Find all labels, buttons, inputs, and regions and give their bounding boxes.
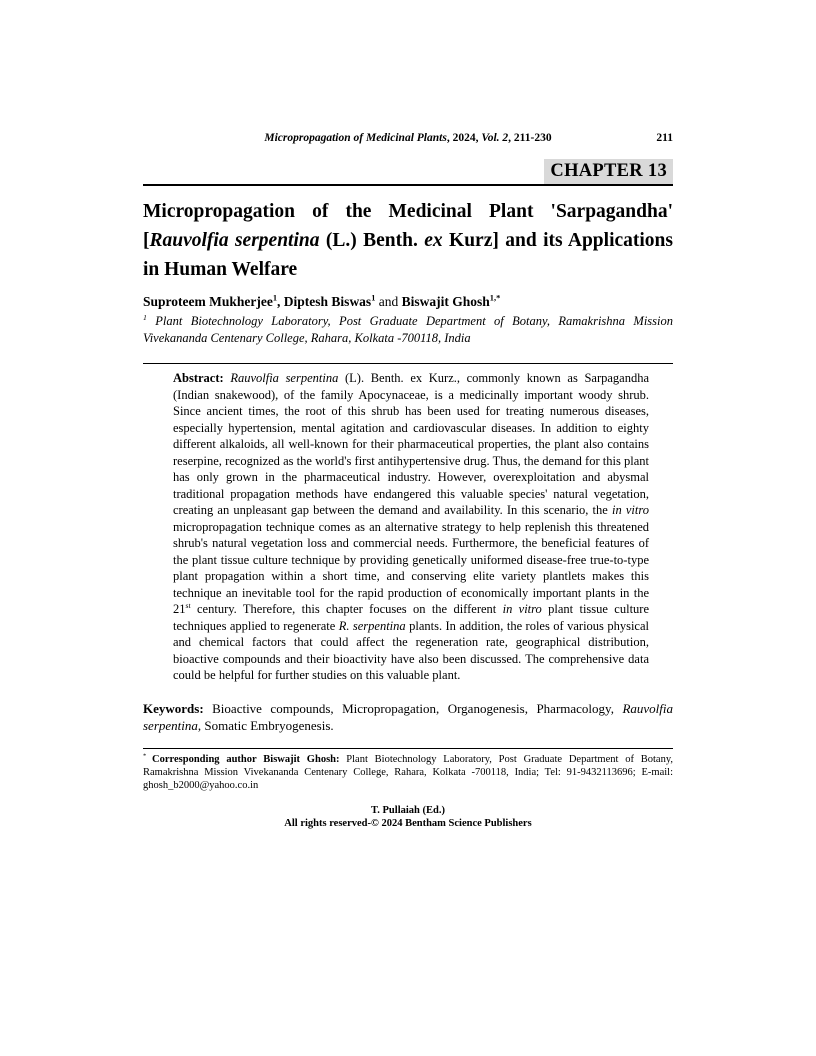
footnote-rule: [143, 748, 673, 749]
page-number: 211: [656, 132, 673, 144]
running-header: [143, 131, 673, 145]
affiliation: $^1$ Plant Biotechnology Laboratory, Post Graduate Department of Botany, Ramakrishna Mission Vivekananda Centenary College, Rahara, Kolkata -700118, India: [143, 312, 673, 345]
keywords-line: Keywords: Bioactive compounds, Micropropagation, Organogenesis, Pharmacology, Rauvolfia serpentina, Somatic Embryogenesis.: [143, 700, 673, 733]
affiliation-rule: [143, 363, 673, 364]
chapter-badge: CHAPTER 13: [544, 159, 673, 184]
authors-line: Suproteem Mukherjee$^1$, Diptesh Biswas$^1$ and Biswajit Ghosh$^{1,*}$: [143, 293, 501, 309]
corresponding-author-footnote: * Corresponding author Biswajit Ghosh: Plant Biotechnology Laboratory, Post Graduate Department of Botany, Ramakrishna Mission Vivekananda Centenary College, Rahara, Kolkata -700118, India; Tel: 91-9432113696; E-mail: ghosh_b2000@yahoo.co.in: [143, 752, 674, 791]
abstract-text: Abstract: Rauvolfia serpentina (L). Benth. ex Kurz., commonly known as Sarpagandha (Indian snakewood), of the family Apocynaceae, is a medicinally important woody shrub. Since ancient times, the root of this shrub has been used for treating numerous diseases, especially hypertension, mental agitation and cardiovascular diseases. In addition to eighty different alkaloids, all well-known for their pharmaceutical properties, the plant also contains reserpine, recognized as the world's first antihypertensive drug. Thus, the demand for this plant has only grown in the pharmaceutical industry. However, overexploitation and abysmal traditional propagation methods have endangered this valuable species' natural vegetation, creating an unpleasant gap between the demand and availability. In this scenario, the in vitro micropropagation technique comes as an alternative strategy to help replenish this threatened shrub's natural vegetation loss and commercial needs. Furthermore, the beneficial features of the plant tissue culture technique by providing genetically uniformed disease-free true-to-type plant propagation within a short time, and conserving elite variety plantlets makes this technique an inevitable tool for the rapid production of economically important plants in the 21st century. Therefore, this chapter focuses on the different in vitro plant tissue culture techniques applied to regenerate R. serpentina plants. In addition, the roles of various physical and chemical factors that could affect the regeneration rate, geographical distribution, bioactive compounds and their bioactivity have also been discussed. The comprehensive data could be helpful for further studies on this valuable plant.: [173, 371, 650, 682]
chapter-title: Micropropagation of the Medicinal Plant 'Sarpagandha' [Rauvolfia serpentina (L.) Benth. ex Kurz] and its Applications in Human Welfare: [143, 201, 673, 280]
journal-citation: Micropropagation of Medicinal Plants, 2024, Vol. 2, 211-230: [264, 132, 552, 144]
editor-credit: T. Pullaiah (Ed.): [371, 804, 445, 816]
header-rule: [143, 184, 673, 186]
chapter-badge-row: [143, 159, 673, 184]
page-content: [143, 0, 673, 831]
publisher-credits: [143, 804, 673, 831]
copyright-credit: All rights reserved-© 2024 Bentham Science Publishers: [284, 818, 532, 829]
